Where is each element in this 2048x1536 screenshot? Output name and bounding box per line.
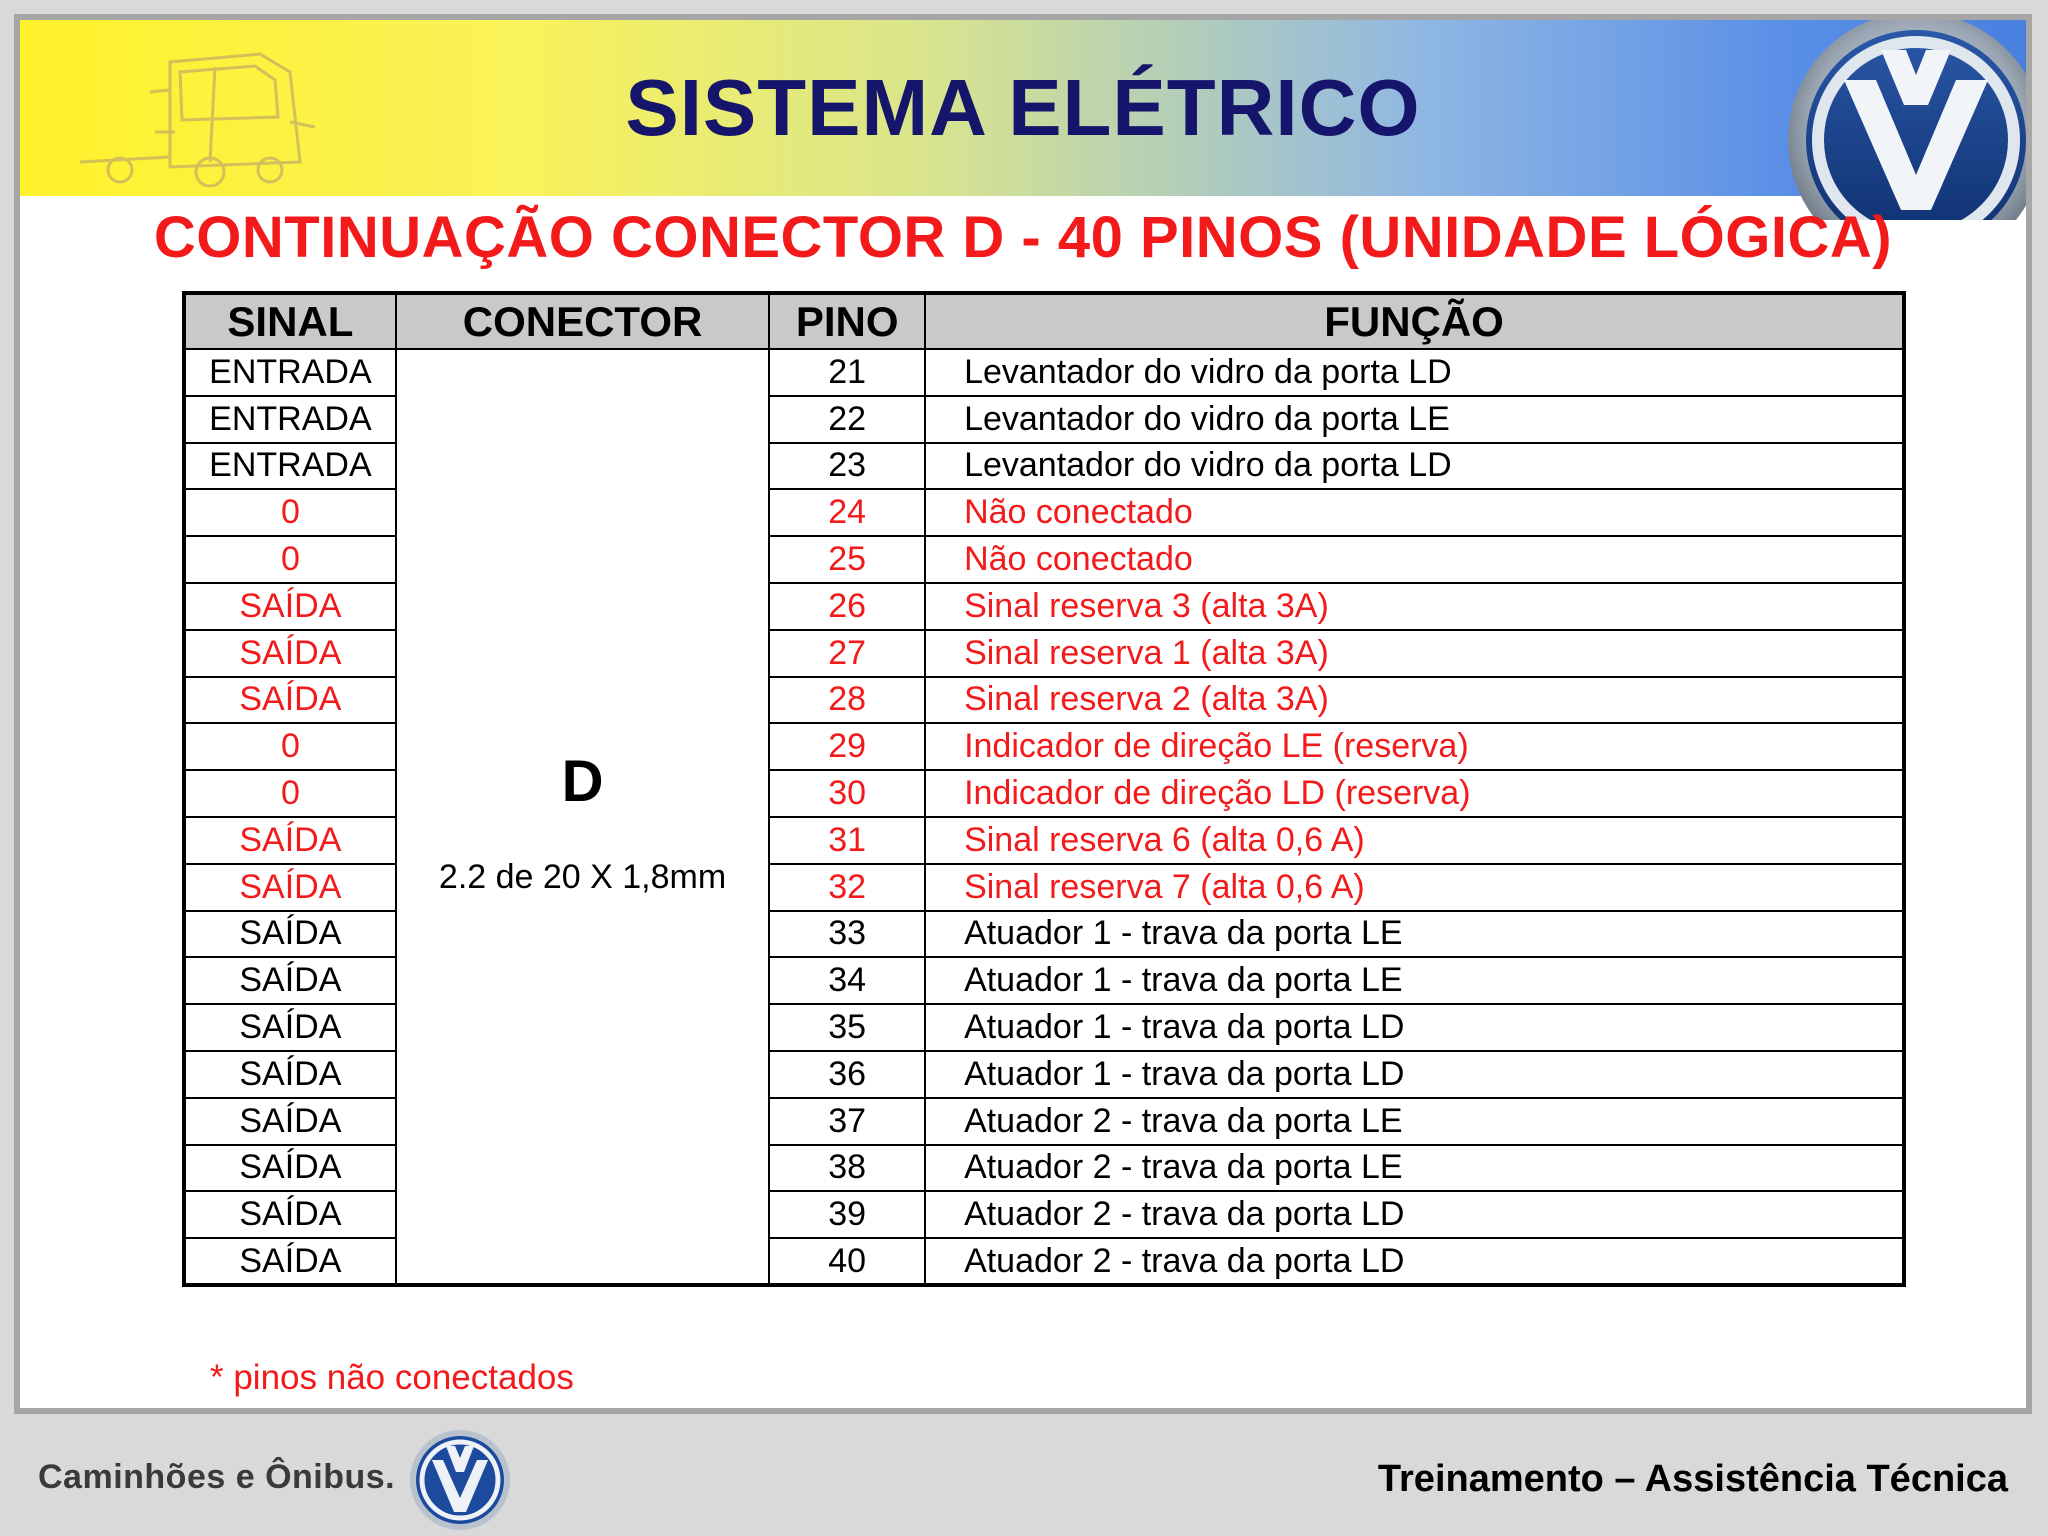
cell-sinal: SAÍDA [184, 817, 396, 864]
cell-sinal: SAÍDA [184, 1004, 396, 1051]
cell-funcao: Atuador 1 - trava da porta LE [925, 957, 1904, 1004]
cell-funcao: Não conectado [925, 489, 1904, 536]
header-sinal: SINAL [184, 293, 396, 349]
cell-sinal: 0 [184, 723, 396, 770]
cell-sinal: 0 [184, 770, 396, 817]
table-row [184, 349, 1904, 396]
cell-sinal: ENTRADA [184, 396, 396, 443]
cell-funcao: Indicador de direção LE (reserva) [925, 723, 1904, 770]
cell-funcao: Sinal reserva 3 (alta 3A) [925, 583, 1904, 630]
cell-funcao: Sinal reserva 7 (alta 0,6 A) [925, 864, 1904, 911]
cell-funcao: Levantador do vidro da porta LE [925, 396, 1904, 443]
cell-pino: 36 [769, 1051, 925, 1098]
cell-pino: 24 [769, 489, 925, 536]
cell-pino: 40 [769, 1238, 925, 1285]
connector-description: 2.2 de 20 X 1,8mm [438, 858, 727, 896]
cell-sinal: 0 [184, 489, 396, 536]
cell-conector [396, 349, 769, 1285]
cell-sinal: SAÍDA [184, 911, 396, 958]
cell-pino: 22 [769, 396, 925, 443]
connector-letter: D [561, 749, 604, 814]
cell-funcao: Sinal reserva 2 (alta 3A) [925, 677, 1904, 724]
header-conector: CONECTOR [396, 293, 769, 349]
cell-funcao: Não conectado [925, 536, 1904, 583]
cell-sinal: SAÍDA [184, 1145, 396, 1192]
cell-sinal: SAÍDA [184, 1051, 396, 1098]
header-funcao: FUNÇÃO [925, 293, 1904, 349]
cell-funcao: Sinal reserva 1 (alta 3A) [925, 630, 1904, 677]
cell-pino: 33 [769, 911, 925, 958]
cell-sinal: 0 [184, 536, 396, 583]
cell-funcao: Indicador de direção LD (reserva) [925, 770, 1904, 817]
table-header-row [184, 293, 1904, 349]
footer-brand-text: Caminhões e Ônibus. [38, 1458, 396, 1496]
cell-pino: 37 [769, 1098, 925, 1145]
cell-funcao: Levantador do vidro da porta LD [925, 349, 1904, 396]
cell-sinal: SAÍDA [184, 1238, 396, 1285]
subtitle: CONTINUAÇÃO CONECTOR D - 40 PINOS (UNIDADE LÓGICA) [153, 205, 1893, 270]
cell-sinal: SAÍDA [184, 583, 396, 630]
cell-pino: 27 [769, 630, 925, 677]
cell-sinal: SAÍDA [184, 864, 396, 911]
cell-sinal: SAÍDA [184, 630, 396, 677]
header-pino: PINO [769, 293, 925, 349]
cell-pino: 26 [769, 583, 925, 630]
cell-funcao: Atuador 2 - trava da porta LD [925, 1238, 1904, 1285]
cell-sinal: SAÍDA [184, 957, 396, 1004]
cell-funcao: Atuador 2 - trava da porta LD [925, 1191, 1904, 1238]
cell-funcao: Atuador 2 - trava da porta LE [925, 1145, 1904, 1192]
cell-sinal: ENTRADA [184, 349, 396, 396]
cell-sinal: SAÍDA [184, 1191, 396, 1238]
cell-pino: 29 [769, 723, 925, 770]
cell-pino: 34 [769, 957, 925, 1004]
cell-funcao: Atuador 1 - trava da porta LD [925, 1051, 1904, 1098]
cell-sinal: SAÍDA [184, 677, 396, 724]
cell-pino: 28 [769, 677, 925, 724]
cell-funcao: Atuador 1 - trava da porta LE [925, 911, 1904, 958]
cell-sinal: ENTRADA [184, 443, 396, 490]
cell-funcao: Sinal reserva 6 (alta 0,6 A) [925, 817, 1904, 864]
cell-pino: 23 [769, 443, 925, 490]
pin-table-wrapper [182, 291, 1906, 1287]
header-banner [20, 20, 2026, 196]
cell-pino: 38 [769, 1145, 925, 1192]
cell-pino: 35 [769, 1004, 925, 1051]
cell-funcao: Atuador 1 - trava da porta LD [925, 1004, 1904, 1051]
cell-pino: 32 [769, 864, 925, 911]
main-title: SISTEMA ELÉTRICO [625, 63, 1421, 152]
table-body [184, 349, 1904, 1285]
pin-table [182, 291, 1906, 1287]
cell-pino: 21 [769, 349, 925, 396]
footer-training-text: Treinamento – Assistência Técnica [1377, 1458, 2008, 1500]
cell-funcao: Levantador do vidro da porta LD [925, 443, 1904, 490]
cell-sinal: SAÍDA [184, 1098, 396, 1145]
slide [14, 14, 2032, 1414]
cell-funcao: Atuador 2 - trava da porta LE [925, 1098, 1904, 1145]
footnote: * pinos não conectados [210, 1358, 574, 1397]
vw-logo-icon [1776, 14, 2032, 220]
cell-pino: 31 [769, 817, 925, 864]
vw-logo-icon [408, 1428, 512, 1532]
cell-pino: 30 [769, 770, 925, 817]
cell-pino: 25 [769, 536, 925, 583]
cell-pino: 39 [769, 1191, 925, 1238]
